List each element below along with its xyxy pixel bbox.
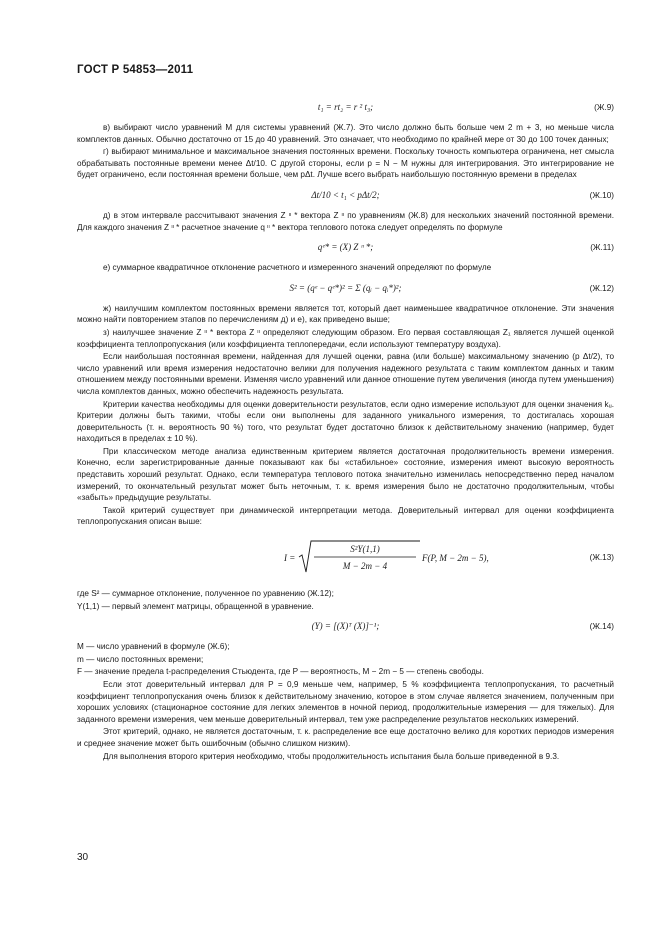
paragraph: г) выбирают минимальное и максимальное значения постоянных времени. Поскольку точность компьютера ограничена, нет смысла обрабатывать постоянные времени менее Δt/10. С другой стороны, если p = N − M нужны для интегрирования. Это интегрирование не будет ограничено, если постоянная времени больше, чем pΔt. Лучше всего выбрать наибольшую постоянную времени в пределах	[77, 147, 614, 180]
paragraph: где S² — суммарное отклонение, полученное по уравнению (Ж.12);	[77, 589, 334, 599]
formula	[77, 190, 614, 202]
formula-svg	[77, 538, 614, 578]
formula-number: (Ж.10)	[589, 190, 614, 200]
paragraph: F — значение предела t-распределения Стьюдента, где P — вероятность, M − 2m − 5 — степень свободы.	[77, 667, 484, 677]
paragraph: в) выбирают число уравнений M для системы уравнений (Ж.7). Это число должно быть больше чем 2 m + 3, но меньше числа комплектов данных. Обычно достаточно от 15 до 40 уравнений. Это означает, что необходимо по крайней мере от 30 до 100 точек данных;	[77, 123, 614, 144]
formula	[77, 283, 614, 295]
formula-expression: (Y) = [(X)ᵀ (X)]⁻¹;	[311, 621, 380, 632]
formula-number: (Ж.13)	[589, 553, 614, 563]
formula-lhs: I =	[284, 553, 296, 564]
paragraph: M — число уравнений в формуле (Ж.6);	[77, 642, 230, 652]
document-body	[77, 93, 614, 763]
paragraph: Если наибольшая постоянная времени, найденная для лучшей оценки, равна (или больше) максимальному значению (p Δt/2), то число уравнений или время измерения недостаточно велики для получения надежного результата с таким комплектом данных и таким отношением между постоянными времени. Изменяя число уравнений или данное отношение путем увеличения (иногда путем уменьшения) числа комплектов данных, можно обеспечить надежность результата.	[77, 352, 614, 396]
paragraph: д) в этом интервале рассчитывают значения Z ᶦᶦ * вектора Z ᶦᶦ по уравнениям (Ж.8) для нескольких значений постоянной времени. Для каждого значения Z ᶦᶦ * расчетное значение q ᶦᶦ * вектора теплового потока следует определять по формуле	[77, 210, 614, 232]
paragraph: з) наилучшее значение Z ᶦᶦ * вектора Z ᶦᶦ определяют следующим образом. Его первая составляющая Z₁ является лучшей оценкой коэффициента теплопропускания (или коэффициента теплопередачи, если используют температуру воздуха).	[77, 327, 614, 349]
paragraph: При классическом методе анализа единственным критерием является достаточная продолжительность времени измерения. Конечно, если зарегистрированные данные показывают как бы «стабильное» состояние, измерения имеют высокую вероятность представить хороший результат. Однако, если температура теплового потока значительно изменилась непосредственно перед началом измерений, то окончательный результат может быть неточным, т. к. время измерения было не достаточно продолжительным, чтобы «забыть» предыдущие результаты.	[77, 446, 614, 503]
paragraph: Этот критерий, однако, не является достаточным, т. к. распределение все еще достаточно велико для коротких периодов измерения и среднее значение может быть ошибочным (обычно слишком низким).	[77, 727, 614, 748]
formula-number: (Ж.9)	[594, 103, 614, 112]
formula-expression: qᵉ* = (X) Z ᶦᶦ *;	[317, 242, 374, 253]
paragraph: е) суммарное квадратичное отклонение расчетного и измеренного значений определяют по формуле	[103, 263, 492, 273]
standard-header: ГОСТ Р 54853—2011	[77, 64, 194, 76]
paragraph: Если этот доверительный интервал для P = 0,9 меньше чем, например, 5 % коэффициента теплопропускания, то расчетный коэффициент теплопропускания очень близок к действительному значению, которое в этом случае является значением, полученным при хороших условиях (стационарное состояние для легких элементов в ночной период, продолжительные измерения — для тяжелых). Для заданного времени измерения, чем меньше доверительный интервал, тем уже распределение результатов нескольких измерений.	[77, 680, 614, 724]
paragraph: Критерии качества необходимы для оценки доверительности результатов, если одно измерение используют для оценки значения kᵤ. Критерии должны быть такими, чтобы если они выполнены для заданного уникального измерения, то достигалась хорошая доверительность (т. н. вероятность 90 %) того, что результат будет достаточно близок к действительному значению (например, будет находиться в пределах ± 10 %).	[77, 399, 614, 444]
formula	[77, 621, 614, 633]
paragraph: Такой критерий существует при динамической интерпретации метода. Доверительный интервал для оценки коэффициента теплопропускания описан выше:	[77, 505, 614, 527]
formula-number: (Ж.14)	[589, 622, 614, 632]
formula-number: (Ж.11)	[590, 243, 614, 253]
formula	[77, 102, 614, 114]
formula-confidence-interval	[77, 538, 614, 578]
fraction-denominator: M − 2m − 4	[342, 561, 388, 572]
formula-expression: S² = (qᵉ − qᵉ*)² = Σ (qᵢ − qᵢ*)²;	[289, 282, 402, 293]
formula-expression: Δt/10 < t₁ < pΔt/2;	[311, 189, 380, 200]
page-number: 30	[77, 852, 89, 863]
paragraph: Для выполнения второго критерия необходимо, чтобы продолжительность испытания была больше приведенной в 9.3.	[103, 751, 560, 761]
formula	[77, 242, 614, 254]
paragraph: ж) наилучшим комплектом постоянных времени является тот, который дает наименьшее квадратичное отклонение. Эти значения можно найти повторением этапов по перечислениям д) и е), как приведено выше;	[77, 303, 614, 325]
formula-rhs: F(P, M − 2m − 5),	[422, 553, 489, 564]
formula-expression: t₁ = rt₂ = r ² t₃;	[317, 102, 374, 112]
fraction-numerator: S²Y(1,1)	[350, 544, 380, 555]
paragraph: m — число постоянных времени;	[77, 654, 204, 664]
paragraph: Y(1,1) — первый элемент матрицы, обращенной в уравнение.	[77, 601, 314, 611]
formula-number: (Ж.12)	[589, 283, 614, 293]
